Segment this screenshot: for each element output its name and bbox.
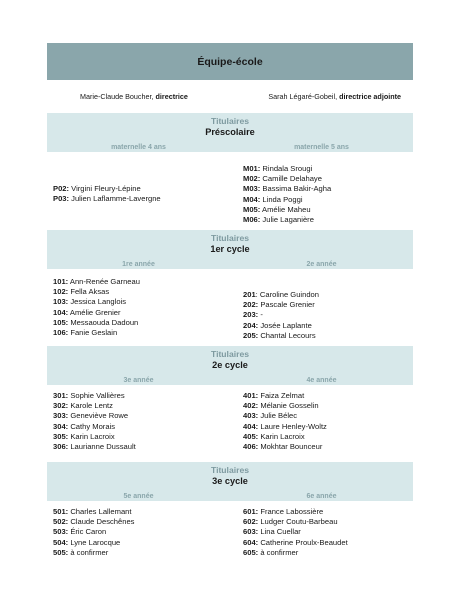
left-teacher-list — [53, 391, 136, 452]
teacher-entry — [53, 401, 136, 411]
section-header — [47, 346, 413, 376]
teacher-name: Jessica Langlois — [68, 297, 127, 307]
section-title: 3e cycle — [212, 476, 248, 486]
teacher-entry — [53, 422, 136, 432]
teacher-entry — [243, 507, 348, 517]
teacher-name: : Caroline Guindon — [255, 290, 319, 299]
teacher-entry — [53, 308, 140, 318]
section-body — [47, 501, 413, 561]
sections-container — [47, 113, 413, 561]
class-code: 305: — [53, 431, 69, 441]
class-code: P03: — [53, 194, 70, 204]
teacher-name: Camille Delahaye — [260, 174, 322, 184]
teacher-name: Mélanie Gosselin — [258, 401, 319, 411]
left-column-heading: 5e année — [123, 493, 154, 500]
teacher-name: à confirmer — [258, 547, 299, 557]
right-column-heading: 6e année — [306, 493, 337, 500]
section-header — [47, 462, 413, 492]
teacher-name: Messaouda Dadoun — [68, 317, 139, 327]
class-code: 104: — [53, 307, 69, 317]
teacher-name: Lyne Larocque — [68, 537, 121, 547]
teacher-name: Charles Lallemant — [68, 507, 132, 516]
class-code: 203: — [243, 310, 259, 320]
teacher-name: Éric Caron — [68, 527, 107, 537]
document-page — [47, 43, 413, 561]
right-column-heading: 4e année — [306, 377, 337, 384]
left-column-heading: maternelle 4 ans — [111, 144, 166, 151]
section-kicker: Titulaires — [210, 116, 250, 126]
class-code: 105: — [53, 317, 69, 327]
section-subheader — [47, 376, 413, 385]
teacher-name: Ludger Coutu-Barbeau — [258, 517, 338, 527]
section-title: Préscolaire — [205, 127, 255, 137]
teacher-name: Sophie Vallières — [68, 391, 125, 400]
class-code: 304: — [53, 421, 69, 431]
section-subheader — [47, 260, 413, 269]
teacher-name: Pascale Grenier — [258, 300, 315, 310]
class-code: 204: — [243, 320, 259, 330]
teacher-name: Julien Laflamme-Lavergne — [69, 194, 161, 204]
class-code: M01: — [243, 164, 261, 173]
class-code: 602: — [243, 517, 259, 527]
right-column-heading: maternelle 5 ans — [294, 144, 349, 151]
teacher-name: Linda Poggi — [260, 194, 303, 204]
section-body — [47, 385, 413, 462]
vice-principal-role: directrice adjointe — [339, 92, 401, 101]
teacher-entry — [243, 184, 331, 194]
teacher-name: Lina Cuellar — [258, 527, 301, 537]
teacher-entry — [53, 297, 140, 307]
teacher-name: France Labossière — [258, 507, 324, 516]
teacher-entry — [243, 401, 327, 411]
class-code: 604: — [243, 537, 259, 547]
class-code: 401: — [243, 391, 259, 400]
class-code: 303: — [53, 411, 69, 421]
teacher-name: Rindala Srougi — [260, 164, 313, 173]
teacher-entry — [53, 527, 134, 537]
teacher-entry — [243, 195, 331, 205]
class-code: 201 — [243, 290, 256, 299]
teacher-name: Amélie Grenier — [68, 307, 121, 317]
class-code: 603: — [243, 527, 259, 537]
section-title: 2e cycle — [212, 360, 248, 370]
class-code: 502: — [53, 517, 69, 527]
direction-row — [47, 80, 413, 113]
section-body — [47, 152, 413, 230]
section-kicker: Titulaires — [210, 233, 250, 243]
teacher-name: Virgini Fleury-Lépine — [69, 184, 141, 193]
class-code: M02: — [243, 174, 261, 184]
section-subheader — [47, 492, 413, 501]
teacher-name: Karin Lacroix — [258, 431, 305, 441]
class-code: M04: — [243, 194, 261, 204]
principal-name: Marie-Claude Boucher, — [80, 92, 156, 101]
class-code: 102: — [53, 287, 69, 297]
teacher-entry — [243, 391, 327, 401]
class-code: 205: — [243, 330, 259, 340]
teacher-name: Laurianne Dussault — [68, 442, 136, 452]
teacher-name: Fella Aksas — [68, 287, 110, 297]
teacher-entry — [243, 548, 348, 558]
section-kicker: Titulaires — [210, 349, 250, 359]
teacher-entry — [243, 411, 327, 421]
teacher-name: Cathy Morais — [68, 421, 116, 431]
class-code: 103: — [53, 297, 69, 307]
right-teacher-list — [243, 164, 331, 225]
teacher-name: à confirmer — [68, 547, 109, 557]
teacher-name: Mokhtar Bounceur — [258, 442, 323, 452]
right-teacher-list — [243, 507, 348, 558]
teacher-entry — [243, 517, 348, 527]
vice-principal-name: Sarah Légaré-Gobeil, — [268, 92, 340, 101]
teacher-entry — [53, 411, 136, 421]
class-code: 202: — [243, 300, 259, 310]
teacher-entry — [243, 310, 319, 320]
teacher-entry — [243, 331, 319, 341]
class-code: 306: — [53, 442, 69, 452]
left-column-heading: 1re année — [122, 261, 155, 268]
section-header — [47, 113, 413, 143]
class-code: M03: — [243, 184, 261, 194]
left-teacher-list — [53, 277, 140, 338]
teacher-name: Josée Laplante — [258, 320, 312, 330]
class-code: 302: — [53, 401, 69, 411]
teacher-name: Julie Laganière — [260, 215, 314, 225]
class-code: 406: — [243, 442, 259, 452]
class-code: P02: — [53, 184, 70, 193]
class-code: 501: — [53, 507, 69, 516]
teacher-entry — [243, 290, 319, 300]
teacher-entry — [53, 538, 134, 548]
class-code: M05: — [243, 204, 261, 214]
teacher-entry — [53, 507, 134, 517]
teacher-name: Julie Bélec — [258, 411, 298, 421]
class-code: 503: — [53, 527, 69, 537]
teacher-entry — [53, 184, 161, 194]
left-teacher-list — [53, 184, 161, 204]
teacher-entry — [53, 194, 161, 204]
class-code: 101: — [53, 277, 69, 286]
page-title: Équipe-école — [47, 43, 413, 80]
teacher-name: Faiza Zelmat — [258, 391, 305, 400]
class-code: 106: — [53, 328, 69, 338]
teacher-entry — [243, 321, 319, 331]
left-teacher-list — [53, 507, 134, 558]
teacher-entry — [243, 300, 319, 310]
right-column-heading: 2e année — [306, 261, 337, 268]
class-code: 404: — [243, 421, 259, 431]
class-code: 301: — [53, 391, 69, 400]
principal-role: directrice — [155, 92, 188, 101]
teacher-entry — [243, 174, 331, 184]
teacher-name: Claude Deschênes — [68, 517, 135, 527]
teacher-entry — [53, 517, 134, 527]
vice-principal — [268, 92, 401, 101]
teacher-name: Catherine Proulx-Beaudet — [258, 537, 348, 547]
teacher-entry — [243, 422, 327, 432]
teacher-entry — [53, 318, 140, 328]
teacher-name: Karole Lentz — [68, 401, 113, 411]
class-code: 601: — [243, 507, 259, 516]
right-teacher-list — [243, 391, 327, 452]
section-subheader — [47, 143, 413, 152]
teacher-entry — [53, 287, 140, 297]
class-code: 605: — [243, 547, 259, 557]
teacher-entry — [243, 164, 331, 174]
teacher-name: Laure Henley-Woltz — [258, 421, 327, 431]
right-teacher-list — [243, 290, 319, 341]
class-code: 405: — [243, 431, 259, 441]
teacher-entry — [53, 548, 134, 558]
teacher-entry — [243, 538, 348, 548]
section-kicker: Titulaires — [210, 465, 250, 475]
teacher-entry — [243, 527, 348, 537]
teacher-entry — [243, 432, 327, 442]
teacher-name: Bassima Bakir-Agha — [260, 184, 332, 194]
teacher-name: Karin Lacroix — [68, 431, 115, 441]
teacher-entry — [243, 442, 327, 452]
teacher-entry — [53, 277, 140, 287]
section-title: 1er cycle — [210, 244, 250, 254]
teacher-name: Geneviève Rowe — [68, 411, 129, 421]
class-code: 403: — [243, 411, 259, 421]
class-code: M06: — [243, 215, 261, 225]
teacher-entry — [53, 391, 136, 401]
teacher-name: Fanie Geslain — [68, 328, 118, 338]
teacher-name: - — [258, 310, 263, 320]
teacher-name: Amélie Maheu — [260, 204, 311, 214]
teacher-entry — [53, 328, 140, 338]
teacher-entry — [243, 205, 331, 215]
teacher-entry — [53, 442, 136, 452]
teacher-entry — [53, 432, 136, 442]
principal — [80, 92, 188, 101]
teacher-entry — [243, 215, 331, 225]
class-code: 504: — [53, 537, 69, 547]
teacher-name: Ann-Renée Garneau — [68, 277, 140, 286]
section-body — [47, 269, 413, 346]
section-header — [47, 230, 413, 260]
teacher-name: Chantal Lecours — [258, 330, 316, 340]
class-code: 505: — [53, 547, 69, 557]
left-column-heading: 3e année — [123, 377, 154, 384]
class-code: 402: — [243, 401, 259, 411]
